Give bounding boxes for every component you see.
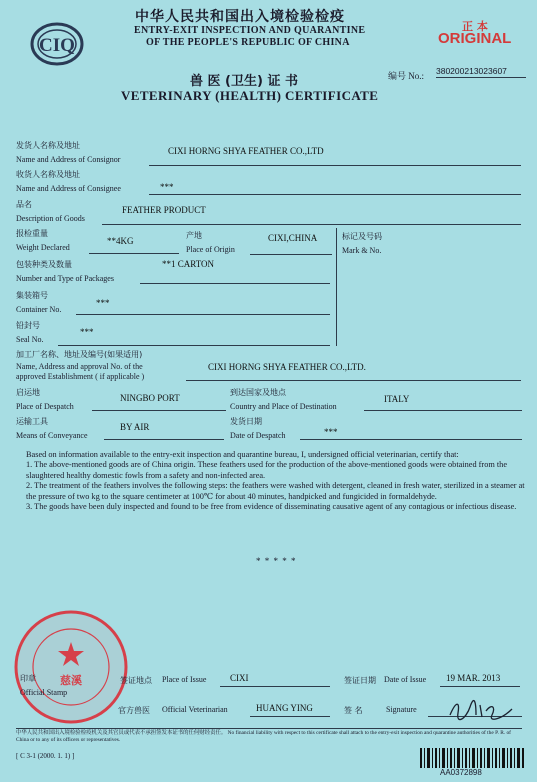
header-title-en-2: OF THE PEOPLE'S REPUBLIC OF CHINA (146, 37, 350, 48)
date-issue-label-cn: 签证日期 (344, 676, 376, 685)
official-stamp-seal (12, 608, 130, 726)
certification-point-1: 1. The above-mentioned goods are of China origin. These feathers used for the production of the above-mentioned goods were obtained from the slaughtered healthy domestic fowls from a safety and non-infected area. (26, 460, 508, 480)
conveyance-line (104, 439, 224, 440)
weight-label-cn: 报检重量 (16, 229, 48, 238)
marks-label-cn: 标记及号码 (342, 232, 382, 241)
date-issue-label-en: Date of Issue (384, 675, 427, 684)
destination-label-en: Country and Place of Destination (230, 402, 337, 411)
certificate-number-value: 380200213023607 (436, 66, 507, 76)
despatch-place-value: NINGBO PORT (120, 393, 180, 403)
packages-value: **1 CARTON (162, 259, 215, 269)
original-mark-en: ORIGINAL (438, 30, 512, 47)
consignee-line (149, 194, 521, 195)
container-label-en: Container No. (16, 305, 62, 314)
seal-line (58, 345, 330, 346)
consignee-label-cn: 收货人名称及地址 (16, 170, 80, 179)
container-label-cn: 集装箱号 (16, 291, 48, 300)
signature-label-cn: 签 名 (344, 706, 363, 715)
certification-point-2: 2. The treatment of the feathers involves the following steps: the feathers were washed with detergent, cleaned in fresh water, sterilized in a steamer at the pressure of two kg to the square centimeter at 100℃ for about 40 minutes, handpicked and fungicided in formaldehyde. (26, 481, 525, 501)
weight-label-en: Weight Declared (16, 243, 70, 252)
place-issue-value: CIXI (230, 673, 249, 683)
despatch-date-label-en: Date of Despatch (230, 431, 286, 440)
origin-line (250, 254, 332, 255)
disclaimer-text (16, 730, 522, 744)
date-issue-line (440, 686, 520, 687)
seal-label-cn: 铅封号 (16, 321, 40, 330)
consignee-value: *** (160, 182, 174, 192)
establishment-label-cn: 加工厂名称、地址及编号(如果适用) (16, 350, 143, 359)
place-issue-label-en: Place of Issue (162, 675, 207, 684)
marks-label-en: Mark & No. (342, 246, 382, 255)
stamp-label-cn: 印章 (20, 674, 36, 683)
form-code: [ C 3-1 (2000. 1. 1) ] (16, 752, 75, 760)
conveyance-label-cn: 运输工具 (16, 417, 48, 426)
goods-label-en: Description of Goods (16, 214, 85, 223)
despatch-place-line (92, 410, 226, 411)
vet-line (250, 716, 330, 717)
original-mark-cn: 正 本 (462, 20, 488, 33)
barcode (420, 748, 524, 768)
establishment-label-en-1: Name, Address and approval No. of the (16, 362, 143, 371)
destination-line (364, 410, 522, 411)
svg-text:CIQ: CIQ (39, 35, 75, 56)
consignor-label-cn: 发货人名称及地址 (16, 141, 80, 150)
weight-value: **4KG (107, 236, 134, 246)
disclaimer-en: No financial liability with respect to this certificate shall attach to the entry-exit inspection and quarantine authorities of the P. R. of China or to any of its officers or representatives. (16, 730, 511, 743)
consignor-line (149, 165, 521, 166)
certification-text (26, 450, 532, 512)
seal-value: *** (80, 327, 94, 337)
weight-line (89, 253, 179, 254)
goods-line (102, 224, 521, 225)
end-of-text-marks: * * * * * (256, 556, 297, 566)
vet-label-cn: 官方兽医 (118, 706, 150, 715)
disclaimer-cn: 中华人民共和国出入境检验检疫机关及其官员或代表不承担签发本证书的任何财经责任。 (16, 730, 227, 736)
destination-value: ITALY (384, 394, 410, 404)
certification-point-3: 3. The goods have been duly inspected and found to be free from evidence of disseminating causative agent of any contagious or infectious disease. (26, 502, 517, 512)
consignor-label-en: Name and Address of Consignor (16, 155, 121, 164)
place-issue-label-cn: 签证地点 (120, 676, 152, 685)
header-title-en-1: ENTRY-EXIT INSPECTION AND QUARANTINE (134, 25, 366, 36)
certificate-title-cn: 兽 医 (卫生) 证 书 (190, 74, 298, 89)
signature-label-en: Signature (386, 705, 417, 714)
origin-label-cn: 产地 (186, 231, 202, 240)
footer-divider (16, 728, 522, 729)
ciq-logo (27, 20, 85, 68)
date-issue-value: 19 MAR. 2013 (446, 673, 501, 683)
header-title-cn: 中华人民共和国出入境检验检疫 (135, 9, 345, 25)
serial-number: AA0372898 (440, 768, 482, 777)
certificate-number-label: 编号 No.: (388, 71, 425, 81)
destination-label-cn: 到达国家及地点 (230, 388, 286, 397)
packages-line (140, 283, 330, 284)
conveyance-value: BY AIR (120, 422, 150, 432)
handwritten-signature (446, 697, 516, 723)
despatch-date-label-cn: 发货日期 (230, 417, 262, 426)
origin-label-en: Place of Origin (186, 245, 235, 254)
establishment-label-en-2: approved Establishment ( if applicable ) (16, 372, 145, 381)
establishment-value: CIXI HORNG SHYA FEATHER CO.,LTD. (208, 362, 366, 372)
goods-value: FEATHER PRODUCT (122, 205, 206, 215)
goods-label-cn: 品名 (16, 200, 32, 209)
despatch-place-label-cn: 启运地 (16, 388, 40, 397)
number-underline (436, 77, 526, 78)
despatch-place-label-en: Place of Despatch (16, 402, 74, 411)
container-line (76, 314, 330, 315)
svg-text:慈溪: 慈溪 (60, 674, 82, 687)
origin-value: CIXI,CHINA (268, 233, 318, 243)
vet-label-en: Official Veterinarian (162, 705, 228, 714)
container-value: *** (96, 298, 110, 308)
packages-label-cn: 包装种类及数量 (16, 260, 72, 269)
seal-label-en: Seal No. (16, 335, 44, 344)
vet-value: HUANG YING (256, 703, 313, 713)
certification-intro: Based on information available to the entry-exit inspection and quarantine bureau, I, undersigned official veterinarian, certify that: (26, 450, 459, 459)
consignor-value: CIXI HORNG SHYA FEATHER CO.,LTD (168, 146, 324, 156)
certificate-title-en: VETERINARY (HEALTH) CERTIFICATE (121, 88, 379, 103)
packages-label-en: Number and Type of Packages (16, 274, 114, 283)
despatch-date-value: *** (324, 427, 338, 437)
marks-divider (336, 228, 337, 346)
despatch-date-line (300, 439, 522, 440)
establishment-line (186, 380, 521, 381)
consignee-label-en: Name and Address of Consignee (16, 184, 121, 193)
stamp-label-en: Official Stamp (20, 688, 68, 697)
place-issue-line (220, 686, 330, 687)
conveyance-label-en: Means of Conveyance (16, 431, 88, 440)
